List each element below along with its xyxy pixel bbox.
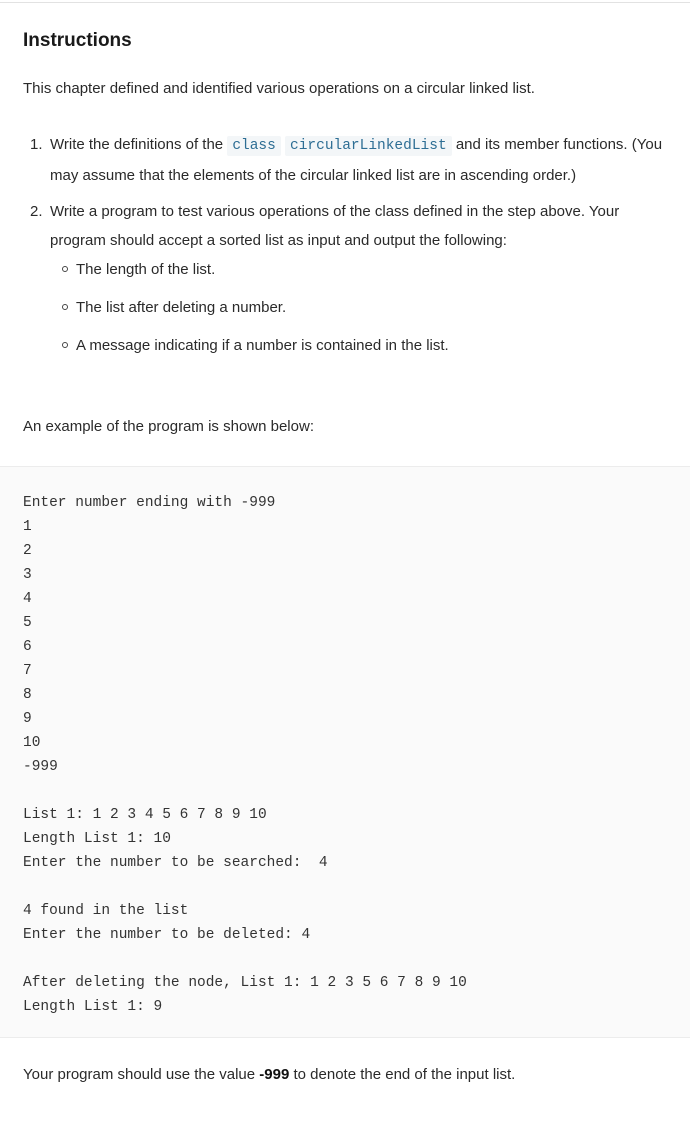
sentinel-value: -999 (259, 1066, 290, 1083)
step-1 (30, 130, 670, 190)
step-text: Write a program to test various operations of the class defined in the step above. Your program should accept a sorted list as input and output the following: (50, 203, 620, 249)
bullet-icon (62, 304, 68, 310)
intro-paragraph: This chapter defined and identified various operations on a circular linked list. (23, 80, 535, 97)
page-title: Instructions (23, 30, 132, 51)
list-item: A message indicating if a number is contained in the list. (50, 331, 670, 360)
steps-list (30, 130, 670, 360)
list-item: The list after deleting a number. (50, 293, 670, 322)
step-number: 2. (30, 203, 43, 220)
footer-note: Your program should use the value -999 to denote the end of the input list. (23, 1066, 516, 1083)
step-text: and its member functions. (You may assume that the elements of the circular linked list are in ascending order.) (50, 136, 663, 184)
example-label: An example of the program is shown below: (23, 418, 314, 435)
output-requirements-list (50, 255, 670, 360)
step-number: 1. (30, 136, 43, 153)
inline-code: circularLinkedList (285, 136, 452, 156)
example-code-block (0, 466, 690, 1038)
bullet-icon (62, 266, 68, 272)
example-output: Enter number ending with -999 1 2 3 4 5 6 7 8 9 10 -999 List 1: 1 2 3 4 5 6 7 8 9 10 Length List 1: 10 Enter the number to be searched: 4 4 found in the list Enter the number to be deleted: 4 After deleting the node, List 1: 1 2 3 5 6 7 8 9 10 Length List 1: 9 (23, 495, 467, 1015)
list-item: The length of the list. (50, 255, 670, 284)
top-divider (0, 2, 690, 3)
bullet-icon (62, 342, 68, 348)
step-2 (30, 197, 670, 360)
step-text: Write the definitions of the (50, 136, 224, 153)
inline-code: class (227, 136, 281, 156)
